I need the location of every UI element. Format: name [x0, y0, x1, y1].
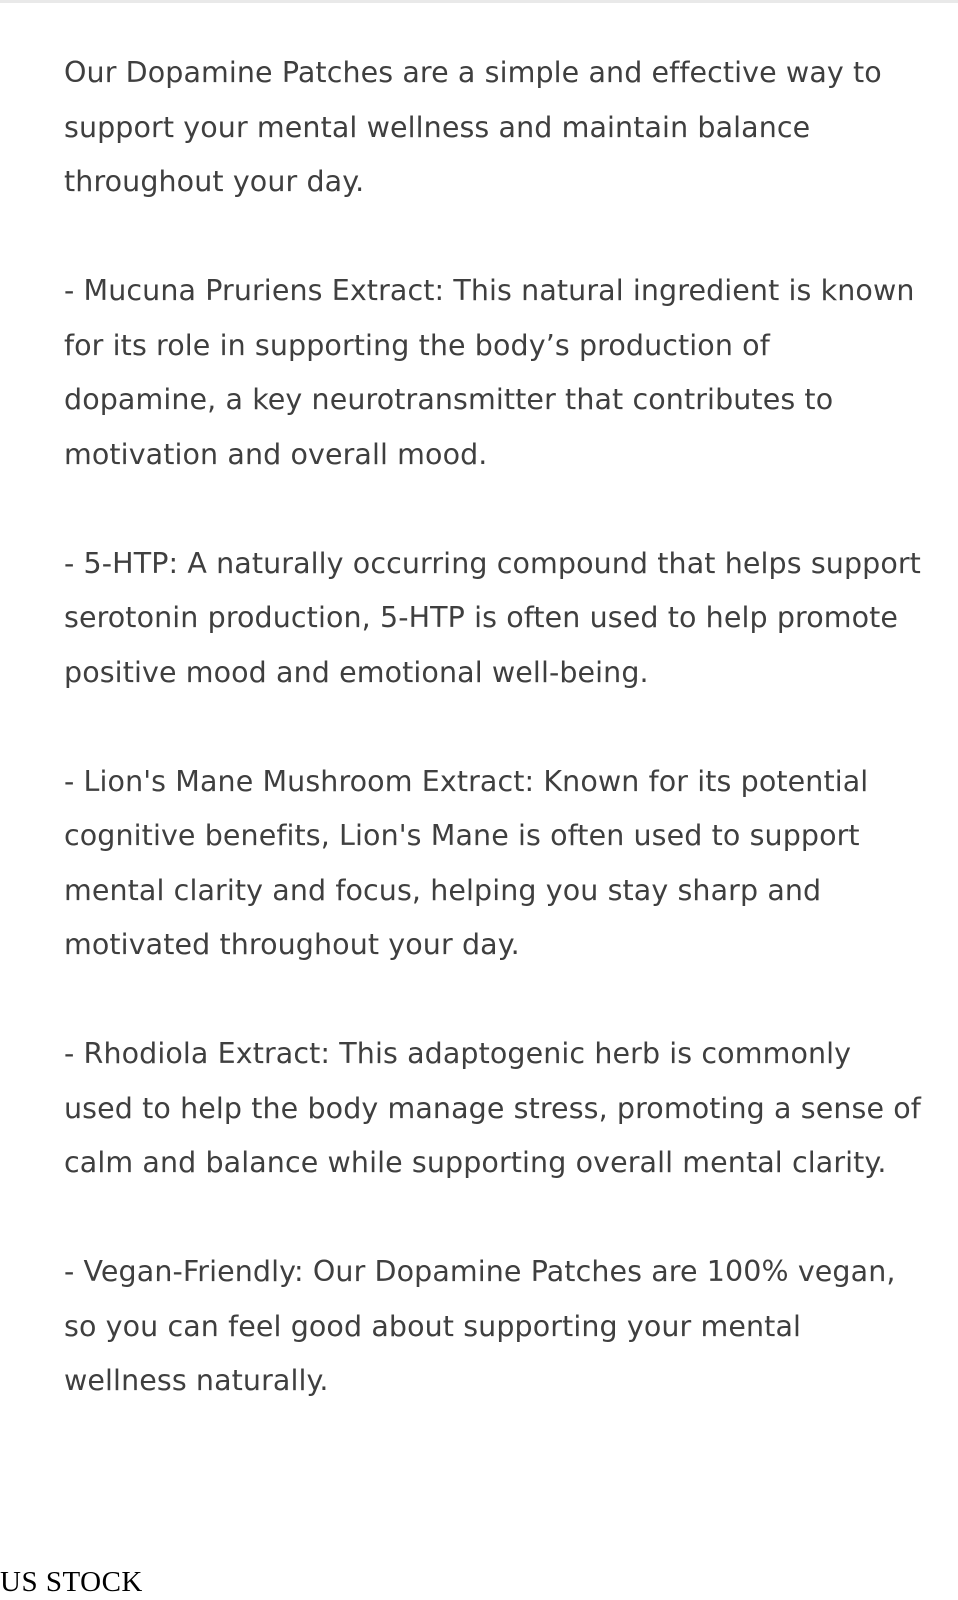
- ingredient-rhodiola: - Rhodiola Extract: This adaptogenic herb is commonly used to help the body manage stress, promoting a sense of calm and balance while supporting overall mental clarity.: [64, 1037, 921, 1179]
- stock-label: US STOCK: [0, 1566, 143, 1598]
- ingredient-5-htp: - 5-HTP: A naturally occurring compound that helps support serotonin production, 5-HTP is often used to help promote positive mood and emotional well-being.: [64, 546, 921, 689]
- intro-paragraph: Our Dopamine Patches are a simple and effective way to support your mental wellness and maintain balance throughout your day.: [64, 56, 882, 198]
- product-description: [64, 46, 924, 1463]
- vegan-friendly-note: - Vegan-Friendly: Our Dopamine Patches are 100% vegan, so you can feel good about supporting your mental wellness naturally.: [64, 1255, 896, 1397]
- ingredient-lions-mane: - Lion's Mane Mushroom Extract: Known for its potential cognitive benefits, Lion's Mane is often used to support mental clarity and focus, helping you stay sharp and motivated throughout your day.: [64, 764, 869, 961]
- top-divider: [0, 0, 958, 3]
- ingredient-mucuna-pruriens: - Mucuna Pruriens Extract: This natural ingredient is known for its role in supporting the body’s production of dopamine, a key neurotransmitter that contributes to motivation and overall mood.: [64, 274, 915, 471]
